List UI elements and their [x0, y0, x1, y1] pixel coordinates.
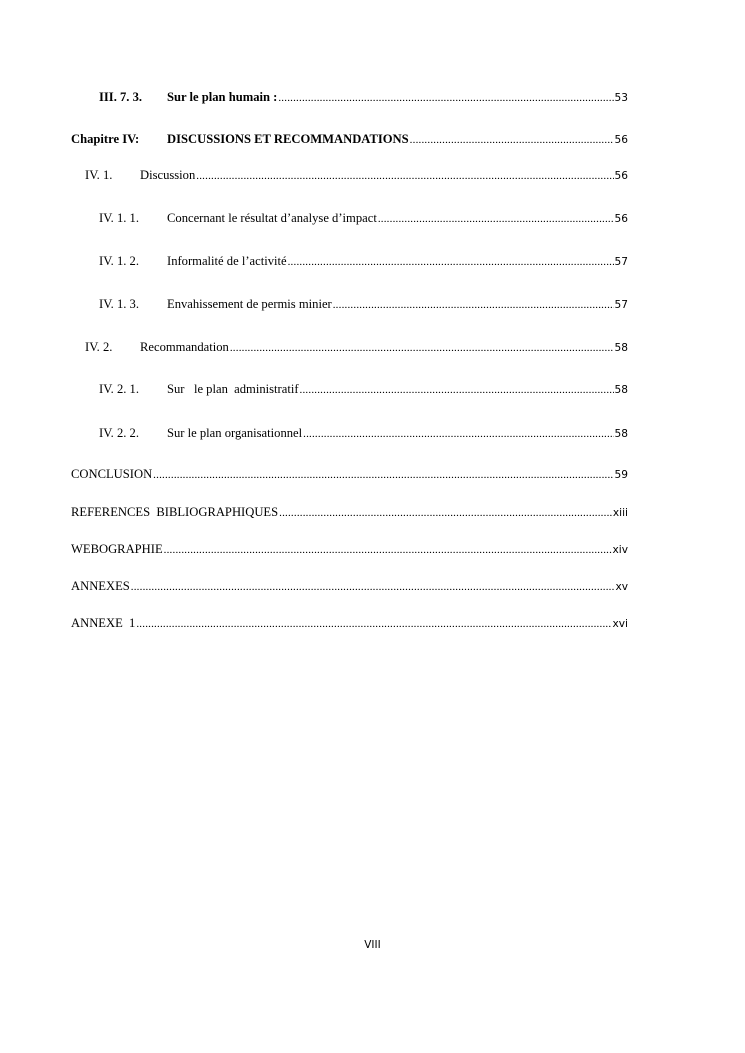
page-number-footer: VIII [364, 939, 381, 951]
toc-entry-number: IV. 1. [85, 168, 113, 182]
toc-entry-title: WEBOGRAPHIE [71, 542, 163, 556]
toc-entry-number: IV. 1. 3. [99, 297, 140, 311]
toc-entry-number: IV. 2. [85, 340, 113, 354]
toc-entry-page: 56 [614, 213, 628, 225]
toc-entry-chapitre-iv[interactable] [71, 130, 628, 148]
toc-entry-title: ANNEXE 1 [71, 616, 136, 630]
toc-entry-title: Envahissement de permis minier [167, 297, 332, 311]
toc-entry-iv-2-1[interactable] [99, 380, 628, 398]
toc-entry-page: xiv [612, 544, 628, 556]
dot-leader [130, 578, 615, 596]
toc-entry-page: 57 [614, 256, 628, 268]
toc-entry-webographie[interactable] [71, 540, 628, 558]
toc-entry-iv-1-3[interactable] [99, 295, 628, 313]
dot-leader [377, 210, 614, 228]
toc-entry-conclusion[interactable] [71, 465, 628, 483]
toc-entry-page: xiii [612, 507, 628, 519]
toc-entry-title: Sur le plan administratif [167, 382, 299, 396]
dot-leader [163, 541, 612, 559]
toc-entry-title: DISCUSSIONS ET RECOMMANDATIONS [167, 132, 409, 146]
toc-entry-annexes[interactable] [71, 577, 628, 595]
dot-leader [299, 381, 614, 399]
toc-entry-page: 56 [614, 170, 628, 182]
toc-entry-number: III. 7. 3. [99, 90, 143, 104]
toc-entry-number: IV. 2. 1. [99, 382, 140, 396]
toc-entry-number: IV. 1. 2. [99, 254, 140, 268]
toc-entry-number: IV. 1. 1. [99, 211, 140, 225]
dot-leader [195, 167, 613, 185]
dot-leader [302, 425, 613, 443]
toc-entry-page: xv [615, 581, 628, 593]
toc-entry-page: 58 [614, 428, 628, 440]
dot-leader [409, 131, 614, 149]
toc-entry-iii-7-3[interactable] [99, 88, 628, 106]
toc-entry-iv-1[interactable] [85, 166, 628, 184]
toc-entry-title: Sur le plan organisationnel [167, 426, 303, 440]
toc-entry-number: Chapitre IV: [71, 132, 140, 146]
toc-entry-iv-1-1[interactable] [99, 209, 628, 227]
toc-entry-title: Informalité de l’activité [167, 254, 287, 268]
toc-entry-iv-2-2[interactable] [99, 424, 628, 442]
dot-leader [278, 504, 612, 522]
toc-entry-page: 53 [614, 92, 628, 104]
toc-entry-page: 58 [614, 384, 628, 396]
toc-entry-annexe-1[interactable] [71, 614, 628, 632]
toc-entry-page: 58 [614, 342, 628, 354]
toc-entry-page: xvi [612, 618, 628, 630]
toc-entry-page: 57 [614, 299, 628, 311]
toc-entry-title: ANNEXES [71, 579, 130, 593]
toc-entry-title: Sur le plan humain : [167, 90, 278, 104]
dot-leader [287, 253, 614, 271]
dot-leader [229, 339, 614, 357]
toc-entry-title: Recommandation [140, 340, 229, 354]
toc-entry-references[interactable] [71, 503, 628, 521]
dot-leader [152, 466, 613, 484]
toc-entry-page: 56 [614, 134, 628, 146]
toc-entry-title: Concernant le résultat d’analyse d’impact [167, 211, 377, 225]
toc-entry-iv-1-2[interactable] [99, 252, 628, 270]
dot-leader [332, 296, 614, 314]
toc-entry-page: 59 [614, 469, 628, 481]
toc-entry-number: IV. 2. 2. [99, 426, 140, 440]
dot-leader [277, 89, 613, 107]
toc-entry-iv-2[interactable] [85, 338, 628, 356]
toc-entry-title: Discussion [140, 168, 196, 182]
dot-leader [135, 615, 611, 633]
toc-entry-title: REFERENCES BIBLIOGRAPHIQUES [71, 505, 279, 519]
toc-entry-title: CONCLUSION [71, 467, 153, 481]
